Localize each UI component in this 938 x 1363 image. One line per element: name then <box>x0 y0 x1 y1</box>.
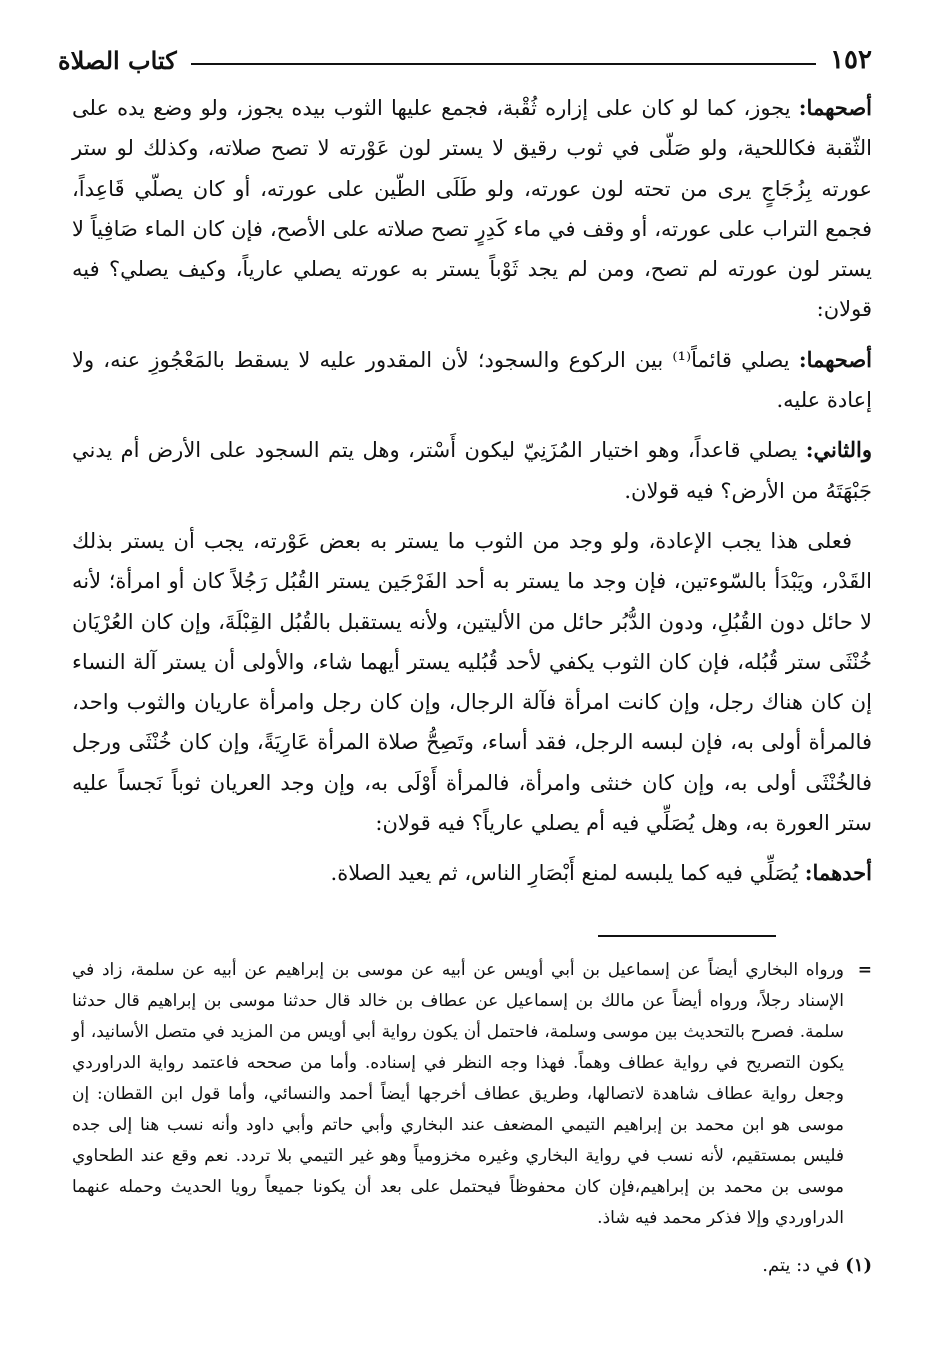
paragraph-3 <box>72 430 872 511</box>
footnote-number: (١) <box>845 1255 872 1276</box>
footnotes <box>72 955 872 1281</box>
paragraph-4 <box>72 521 872 843</box>
footnote-text: في د: يتم. <box>762 1255 840 1276</box>
page-number: ١٥٢ <box>830 45 872 75</box>
paragraph-lead: أحدهما: <box>804 860 872 886</box>
paragraph-body: يصلي قائماً⁽¹⁾ بين الركوع والسجود؛ لأن المقدور عليه لا يسقط بالمَعْجُوزِ عنه، ولا إعادة عليه. <box>72 347 872 413</box>
footnote-continuation <box>72 955 872 1234</box>
paragraph-2 <box>72 340 872 421</box>
book-title: كتاب الصلاة <box>58 45 177 75</box>
paragraph-lead: أصحهما: <box>798 95 872 120</box>
paragraph-5 <box>72 853 872 893</box>
continuation-text: ورواه البخاري أيضاً عن إسماعيل بن أبي أويس عن أبيه عن موسى بن إبراهيم عن أبيه عن سلمة، زاد في الإسناد رجلاً، ورواه أيضاً عن مالك بن إسماعيل عن عطاف بن خالد قال حدثنا موسى بن إبراهيم قال حدثنا سلمة. فصرح بالتحديث بين موسى وسلمة، فاحتمل أن يكون رواية أبي أويس من المزيد في متصل الأسانيد، أو يكون التصريح في رواية عطاف وهماً. فهذا وجه النظر في إسناده. وأما من صححه فاعتمد رواية الدراوردي وجعل رواية عطاف شاهدة لاتصالها، وطريق عطاف أخرجها أيضاً أحمد والنسائي، وأما قول ابن القطان: إن موسى هو ابن محمد بن إبراهيم التيمي المضعف عند البخاري وأبي حاتم وأبي داود وأنه نسب هنا إلى جده فليس بمستقيم، لأنه نسب في رواية البخاري وغيره مخزومياً وهو غير التيمي بلا تردد. نعم وقع عند الطحاوي موسى بن محمد بن إبراهيم،فإن كان محفوظاً فيحتمل على بعد أن يكونا جميعاً رويا الحديث وحمله عنهما الدراوردي وإلا فذكر محمد فيه شاذ. <box>72 960 844 1228</box>
page-header <box>58 40 872 80</box>
paragraph-lead: أصحهما: <box>798 346 873 372</box>
main-text <box>72 88 872 904</box>
header-rule <box>191 63 816 65</box>
paragraph-body: فعلى هذا يجب الإعادة، ولو وجد من الثوب ما يستر به بعض عَوْرته، يجب أن يستر بذلك القَدْر، ويَبْدَأ بالسّوءتين، فإن وجد ما يستر به أحد الفَرْجَين يستر القُبُل رَجُلاً كان أو امرأة؛ لأنه لا حائل دون القُبُلِ، ودون الدُّبُر حائل من الأليتين، ولأنه يستقبل بالقُبُل القِبْلَةَ، وإن كان العُرْيَان خُنْثَى ستر قُبُله، فإن كان الثوب يكفي لأحد قُبُليه يستر أيهما شاء، والأولى أن يستر آلة النساء إن كان هناك رجل، وإن كانت امرأة فآلة الرجال، وإن كان رجل وامرأة عاريان والثوب واحد، فالمرأة أولى به، فإن لبسه الرجل، فقد أساء، وتَصِحُّ صلاة المرأة عَارِيَةً، وإن كان خُنْثَى ورجل فالخُنْثَى أولى به، وإن كان خنثى وامرأة، فالمرأة أَوْلَى به، وإن وجد العريان ثوباً نَجساً عليه ستر العورة به، وهل يُصَلِّي فيه أم يصلي عارياً؟ فيه قولان: <box>72 528 872 836</box>
footnote-separator <box>598 935 776 937</box>
paragraph-body: يجوز، كما لو كان على إزاره ثُقْبة، فجمع عليها الثوب بيده يجوز، ولو وضع يده على الثّقبة فكاللحية، ولو صَلّى في ثوب رقيق لا يستر لون عَوْرته لا تصح صلاته، وكذلك لو ستر عورته بِزُجَاجٍ يرى من تحته لون عورته، ولو طَلَى الطّين على عورته، أو كان يصلّي قَاعِداً، فجمع التراب على عورته، أو وقف في ماء كَدِرٍ تصح صلاته على الأصح، فإن كان الماء صَافِياً لا يستر لون عورته لم تصح، ومن لم يجد ثَوْباً يستر به عورته يصلي عارياً، وكيف يصلي؟ فيه قولان: <box>72 96 872 322</box>
continuation-mark: = <box>857 960 872 980</box>
paragraph-body: يُصَلِّي فيه كما يلبسه لمنع أَبْصَارِ الناس، ثم يعيد الصلاة. <box>330 861 805 886</box>
paragraph-body: يصلي قاعداً، وهو اختيار المُزَنِيّ ليكون أَسْتر، وهل يتم السجود على الأرض أم يدني جَبْهَتَهُ من الأرض؟ فيه قولان. <box>72 438 872 503</box>
paragraph-lead: والثاني: <box>805 437 872 463</box>
paragraph-1 <box>72 88 872 330</box>
footnote-1 <box>72 1250 872 1281</box>
